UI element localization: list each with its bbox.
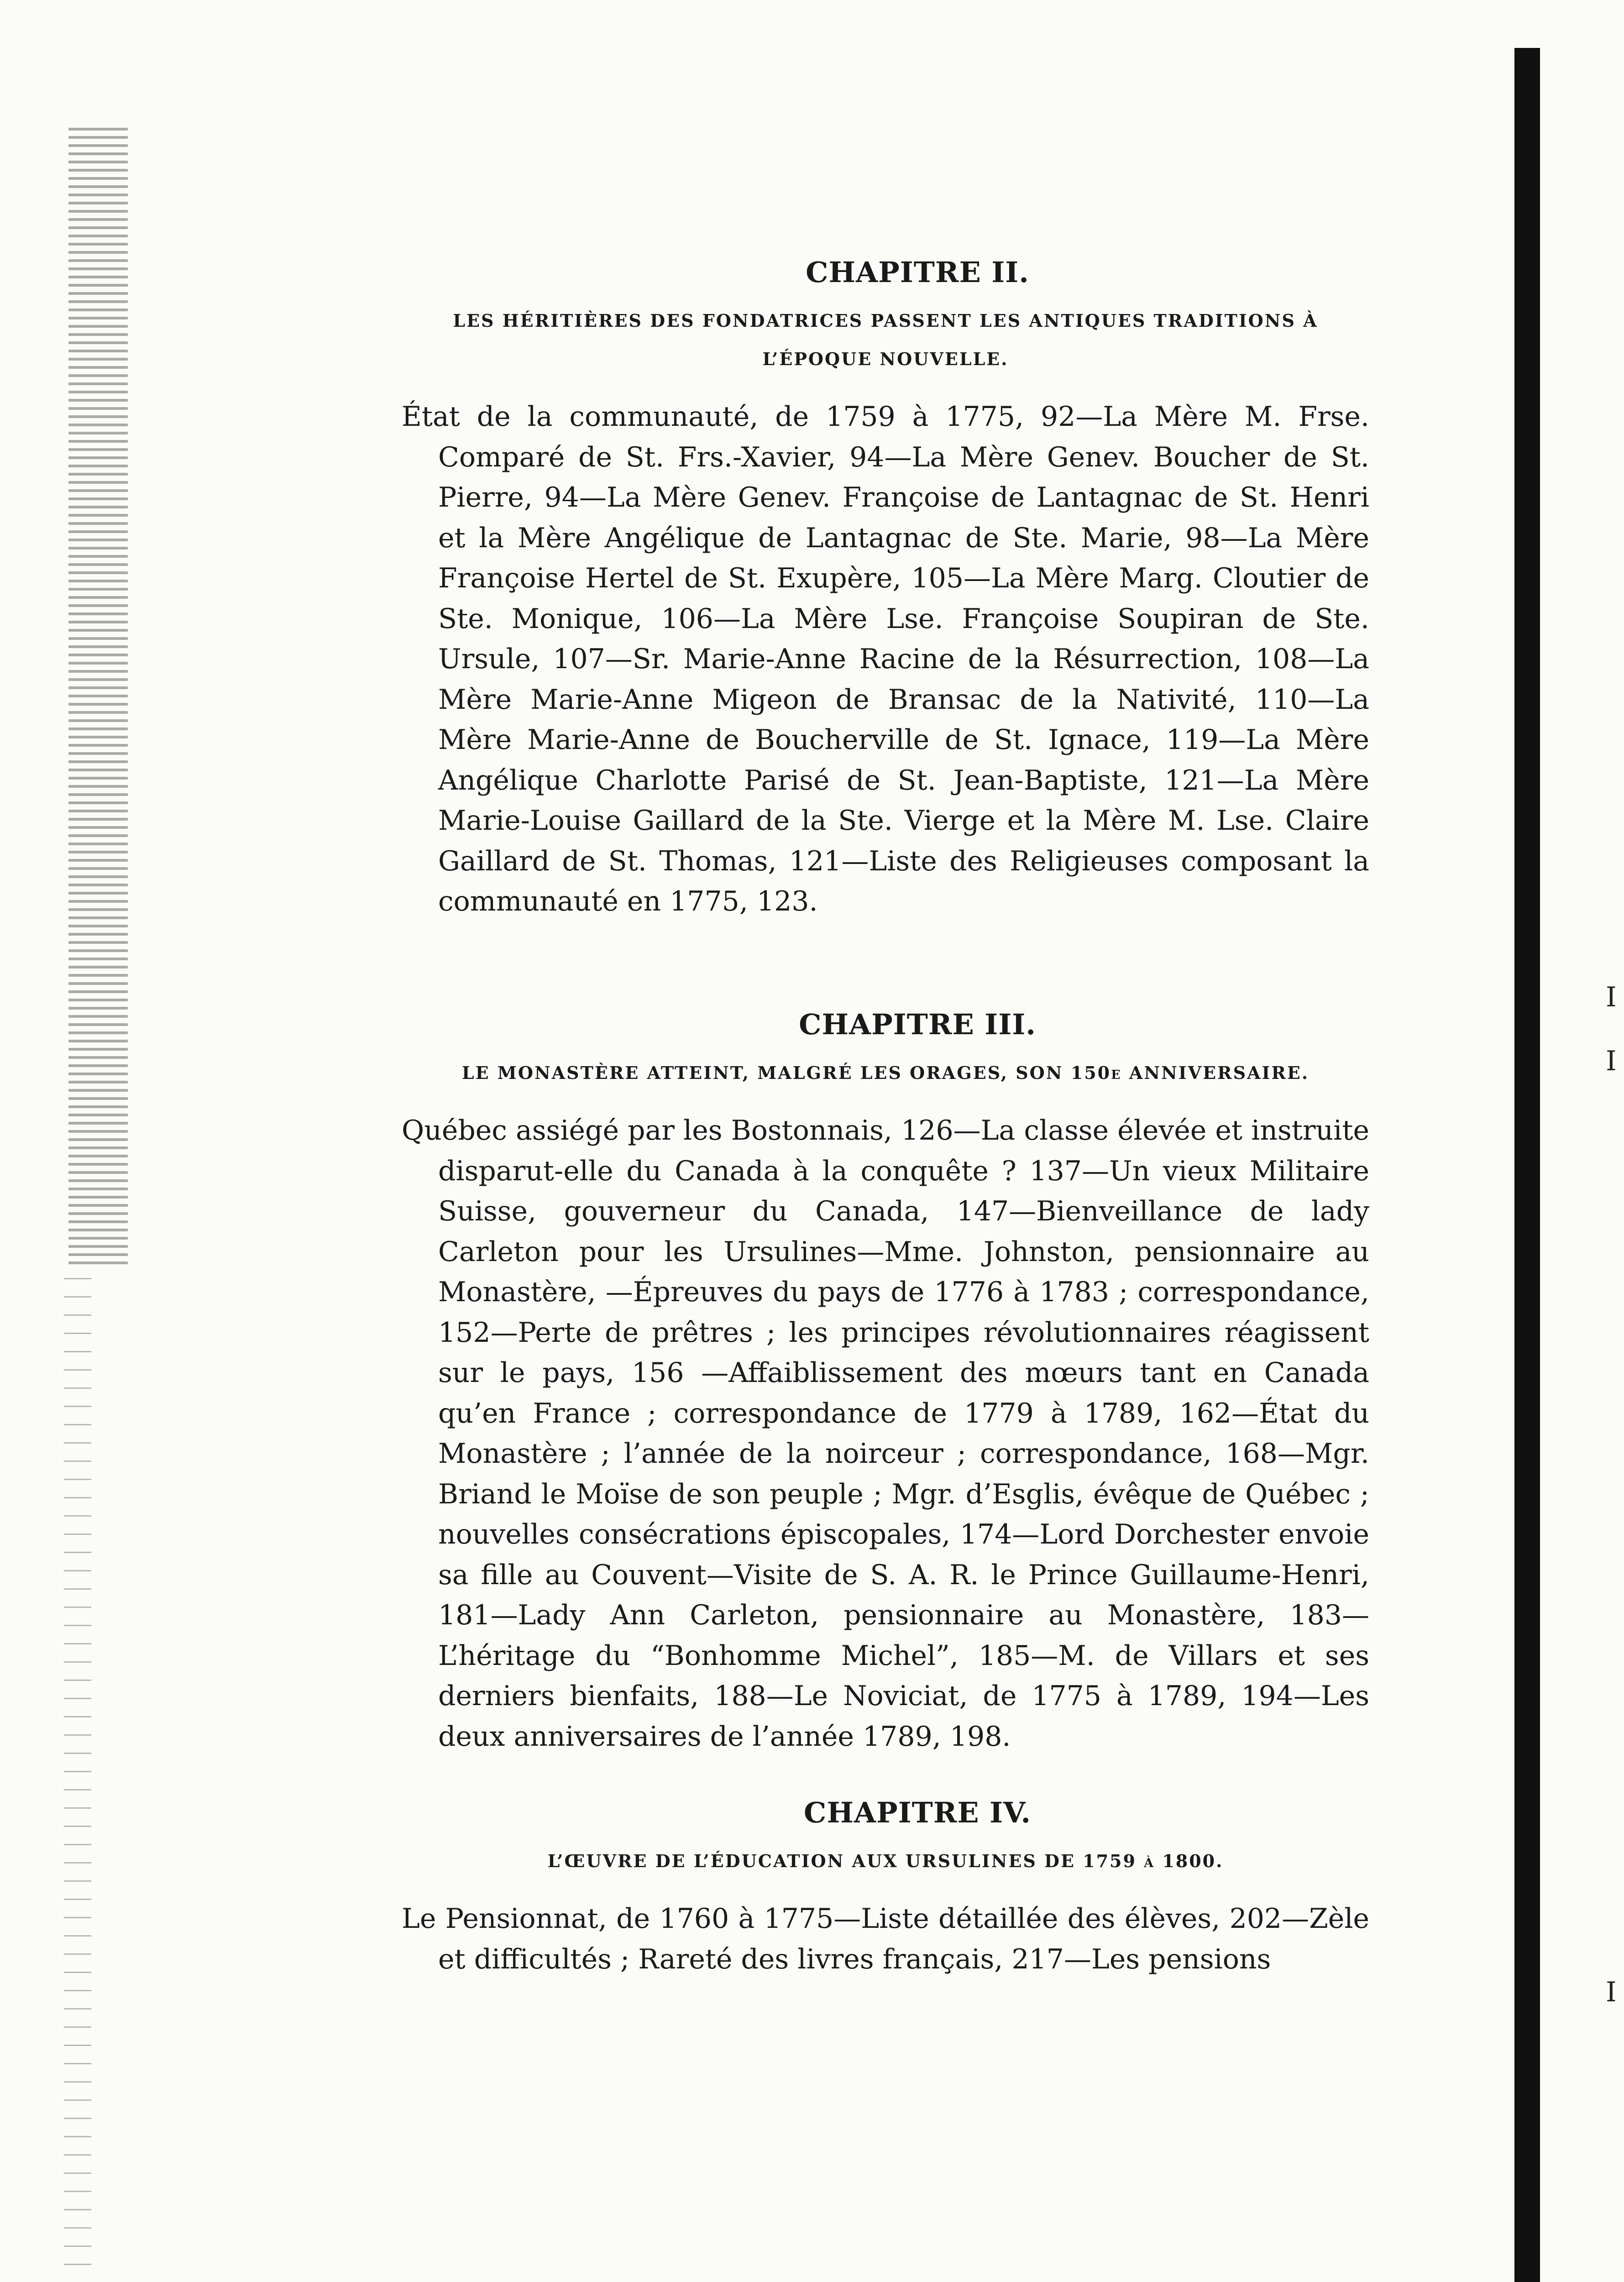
chapter-summary: Québec assiégé par les Bostonnais, 126—La classe élevée et instruite disparut-elle du Canada à la conquête ? 137—Un vieux Militaire Suisse, gouverneur du Canada, 147—Bienveillance de lady Carleton pour les Ursulines—Mme. Johnston, pensionnaire au Monastère, —Épreuves du pays de 1776 à 1783 ; correspondance, 152—Perte de prêtres ; les principes révolutionnaires réagissent sur le pays, 156 —Affaiblissement des mœurs tant en Canada qu’en France ; correspondance de 1779 à 1789, 162—État du Monastère ; l’année de la noirceur ; correspondance, 168—Mgr. Briand le Moïse de son peuple ; Mgr. d’Esglis, évêque de Québec ; nouvelles consécrations épiscopales, 174—Lord Dorchester envoie sa fille au Couvent—Visite de S. A. R. le Prince Guillaume-Henri, 181—Lady Ann Carleton, pensionnaire au Monastère, 183—L’héritage du “Bonhomme Michel”, 185—M. de Villars et ses derniers bienfaits, 188—Le Noviciat, de 1775 à 1789, 194—Les deux anniversaires de l’année 1789, 198.	[402, 1115, 1369, 1753]
right-edge-rule	[1514, 48, 1540, 2282]
chapter-section	[402, 256, 1369, 922]
chapter-subtitle: L’ŒUVRE DE L’ÉDUCATION AUX URSULINES DE 1759 à 1800.	[547, 1851, 1224, 1871]
chapter-summary: Le Pensionnat, de 1760 à 1775—Liste détaillée des élèves, 202—Zèle et difficultés ; Rareté des livres français, 217—Les pensions	[402, 1903, 1369, 1975]
chapter-summary: État de la communauté, de 1759 à 1775, 92—La Mère M. Frse. Comparé de St. Frs.-Xavier, 94—La Mère Genev. Boucher de St. Pierre, 94—La Mère Genev. Françoise de Lantagnac de St. Henri et la Mère Angélique de Lantagnac de Ste. Marie, 98—La Mère Françoise Hertel de St. Exupère, 105—La Mère Marg. Cloutier de Ste. Monique, 106—La Mère Lse. Françoise Soupiran de Ste. Ursule, 107—Sr. Marie-Anne Racine de la Résurrection, 108—La Mère Marie-Anne Migeon de Bransac de la Nativité, 110—La Mère Marie-Anne de Boucherville de St. Ignace, 119—La Mère Angélique Charlotte Parisé de St. Jean-Baptiste, 121—La Mère Marie-Louise Gaillard de la Ste. Vierge et la Mère M. Lse. Claire Gaillard de St. Thomas, 121—Liste des Religieuses composant la communauté en 1775, 123.	[402, 401, 1369, 917]
margin-mark: I	[1606, 1976, 1617, 2008]
chapter-subtitle: LE MONASTÈRE ATTEINT, MALGRÉ LES ORAGES, SON 150e ANNIVERSAIRE.	[461, 1062, 1310, 1083]
margin-mark: I	[1606, 981, 1617, 1013]
chapter-section	[402, 1796, 1369, 1979]
chapter-section	[402, 1008, 1369, 1757]
chapter-subtitle: LES HÉRITIÈRES DES FONDATRICES PASSENT LES ANTIQUES TRADITIONS À L’ÉPOQUE NOUVELLE.	[453, 310, 1318, 369]
margin-mark: I	[1606, 1045, 1617, 1077]
chapter-title: CHAPITRE IV.	[803, 1796, 1031, 1829]
chapter-title: CHAPITRE III.	[799, 1008, 1036, 1041]
binding-edge-shadow	[68, 128, 128, 1269]
chapter-title: CHAPITRE II.	[806, 256, 1029, 289]
binding-edge-shadow-lower	[64, 1278, 91, 2282]
